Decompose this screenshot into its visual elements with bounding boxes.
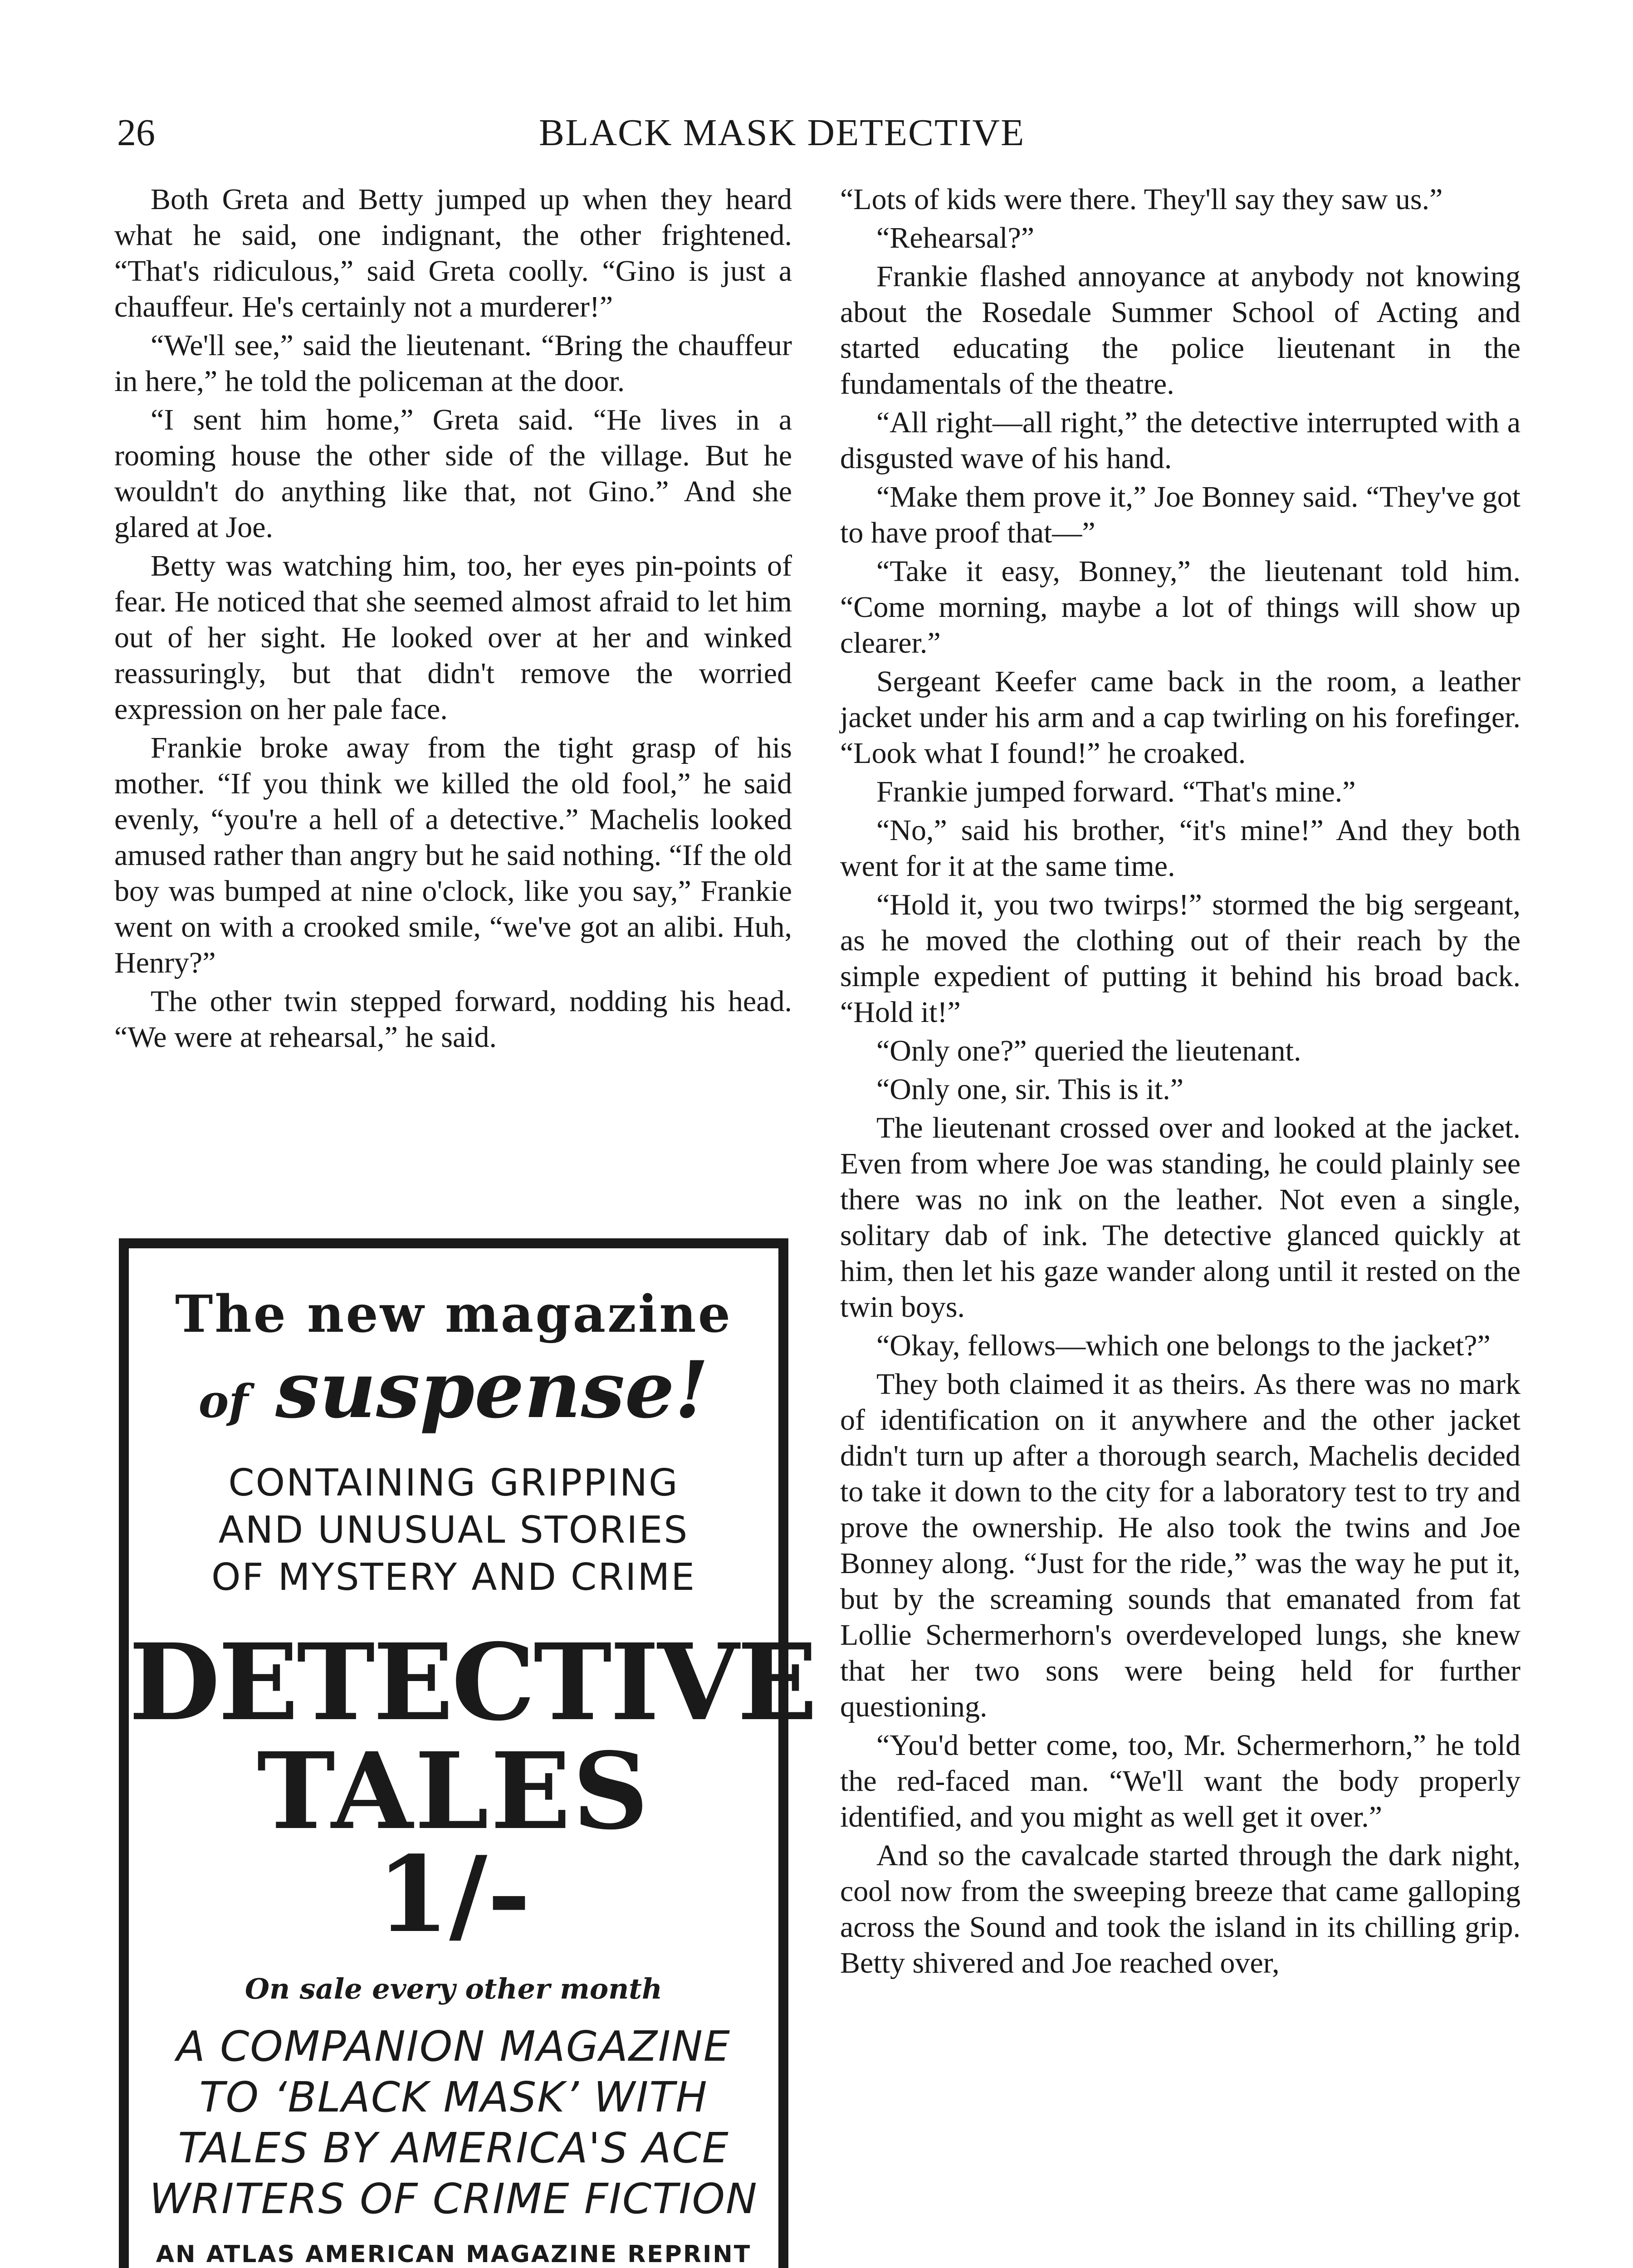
paragraph: “Make them prove it,” Joe Bonney said. “They've got to have proof that—” xyxy=(840,480,1521,549)
paragraph: Frankie broke away from the tight grasp of his mother. “If you think we killed the old fool,” he said evenly, “you're a hell of a detective.” Machelis looked amused rather than angry but he said nothing. “If the old boy was bumped at nine o'clock, like you say,” Frankie went on with a crooked smile, “we've got an alibi. Huh, Henry?” xyxy=(114,731,792,979)
ad-description-line: OF MYSTERY AND CRIME xyxy=(211,1556,696,1599)
ad-headline-suspense xyxy=(129,1344,778,1436)
paragraph: And so the cavalcade started through the dark night, cool now from the sweeping breeze that came galloping across the Sound and took the island in its chilling grip. Betty shivered and Joe reached over, xyxy=(840,1839,1521,1980)
paragraph: The other twin stepped forward, nodding his head. “We were at rehearsal,” he said. xyxy=(114,985,792,1054)
ad-description-line: CONTAINING GRIPPING xyxy=(228,1461,679,1505)
ad-companion-line: TO ‘BLACK MASK’ WITH xyxy=(199,2073,708,2121)
ad-magazine-title: DETECTIVE xyxy=(129,1620,816,1744)
paragraph: Both Greta and Betty jumped up when they heard what he said, one indignant, the other frightened. “That's ridiculous,” said Greta coolly. “Gino is just a chauffeur. He's certainly not a murderer!” xyxy=(114,183,792,323)
paragraph: Frankie jumped forward. “That's mine.” xyxy=(876,775,1356,808)
paragraph: The lieutenant crossed over and looked at the jacket. Even from where Joe was standing, he could plainly see there was no ink on the leather. Not even a single, solitary dab of ink. The detective glanced quickly at him, then let his gaze wander along until it rested on the twin boys. xyxy=(840,1111,1521,1324)
right-text-column xyxy=(840,181,1521,1984)
ad-price: 1/- xyxy=(376,1833,531,1956)
paragraph: “I sent him home,” Greta said. “He lives in a rooming house the other side of the village. But he wouldn't do anything like that, not Gino.” And she glared at Joe. xyxy=(114,403,792,544)
page-number: 26 xyxy=(117,112,155,154)
paragraph: “Only one?” queried the lieutenant. xyxy=(876,1034,1301,1067)
ad-companion-line: WRITERS OF CRIME FICTION xyxy=(149,2175,758,2223)
ad-headline: The new magazine xyxy=(175,1285,732,1344)
ad-magazine-title: TALES xyxy=(257,1729,650,1853)
ad-on-sale-note: On sale every other month xyxy=(244,1972,663,2005)
running-title: BLACK MASK DETECTIVE xyxy=(539,112,1025,154)
paragraph: “Rehearsal?” xyxy=(876,221,1035,254)
ad-headline-suspense-word: suspense! xyxy=(275,1344,709,1436)
paragraph: Frankie flashed annoyance at anybody not knowing about the Rosedale Summer School of Acting and started educating the police lieutenant in the fundamentals of the theatre. xyxy=(840,260,1521,401)
paragraph: “Only one, sir. This is it.” xyxy=(876,1073,1184,1106)
paragraph: They both claimed it as theirs. As there was no mark of identification on it anywhere and the other jacket didn't turn up after a thorough search, Machelis decided to take it down to the city for a laboratory test to try and prove the ownership. He also took the twins and Joe Bonney along. “Just for the ride,” was the way he put it, but by the screaming sounds that emanated from fat Lollie Schermerhorn's overdeveloped lungs, she knew that her two sons were being held for further questioning. xyxy=(840,1368,1521,1723)
paragraph: “Hold it, you two twirps!” stormed the big sergeant, as he moved the clothing out of their reach by the simple expedient of putting it behind his broad back. “Hold it!” xyxy=(840,888,1521,1029)
ad-reprint-notice: AN ATLAS AMERICAN MAGAZINE REPRINT xyxy=(156,2241,752,2268)
left-text-column xyxy=(114,181,792,1058)
paragraph: “All right—all right,” the detective interrupted with a disgusted wave of his hand. xyxy=(840,406,1521,475)
paragraph: “Lots of kids were there. They'll say they saw us.” xyxy=(840,183,1443,216)
ad-headline-of: of xyxy=(198,1374,249,1428)
paragraph: Sergeant Keefer came back in the room, a leather jacket under his arm and a cap twirling on his forefinger. “Look what I found!” he croaked. xyxy=(840,665,1521,770)
paragraph: Betty was watching him, too, her eyes pin-points of fear. He noticed that she seemed almost afraid to let him out of her sight. He looked over at her and winked reassuringly, but that didn't remove the worried expression on her pale face. xyxy=(114,549,792,726)
page-header xyxy=(117,108,1523,162)
paragraph: “You'd better come, too, Mr. Schermerhorn,” he told the red-faced man. “We'll want the body properly identified, and you might as well get it over.” xyxy=(840,1729,1521,1833)
detective-tales-advertisement xyxy=(119,1238,816,2268)
ad-description-line: AND UNUSUAL STORIES xyxy=(218,1509,689,1552)
paragraph: “Take it easy, Bonney,” the lieutenant told him. “Come morning, maybe a lot of things will show up clearer.” xyxy=(840,555,1521,660)
paragraph: “No,” said his brother, “it's mine!” And they both went for it at the same time. xyxy=(840,814,1521,883)
paragraph: “Okay, fellows—which one belongs to the jacket?” xyxy=(876,1329,1491,1362)
ad-companion-line: TALES BY AMERICA'S ACE xyxy=(178,2124,729,2172)
ad-companion-line: A COMPANION MAGAZINE xyxy=(176,2022,731,2071)
paragraph: “We'll see,” said the lieutenant. “Bring the chauffeur in here,” he told the policeman at the door. xyxy=(114,329,792,398)
